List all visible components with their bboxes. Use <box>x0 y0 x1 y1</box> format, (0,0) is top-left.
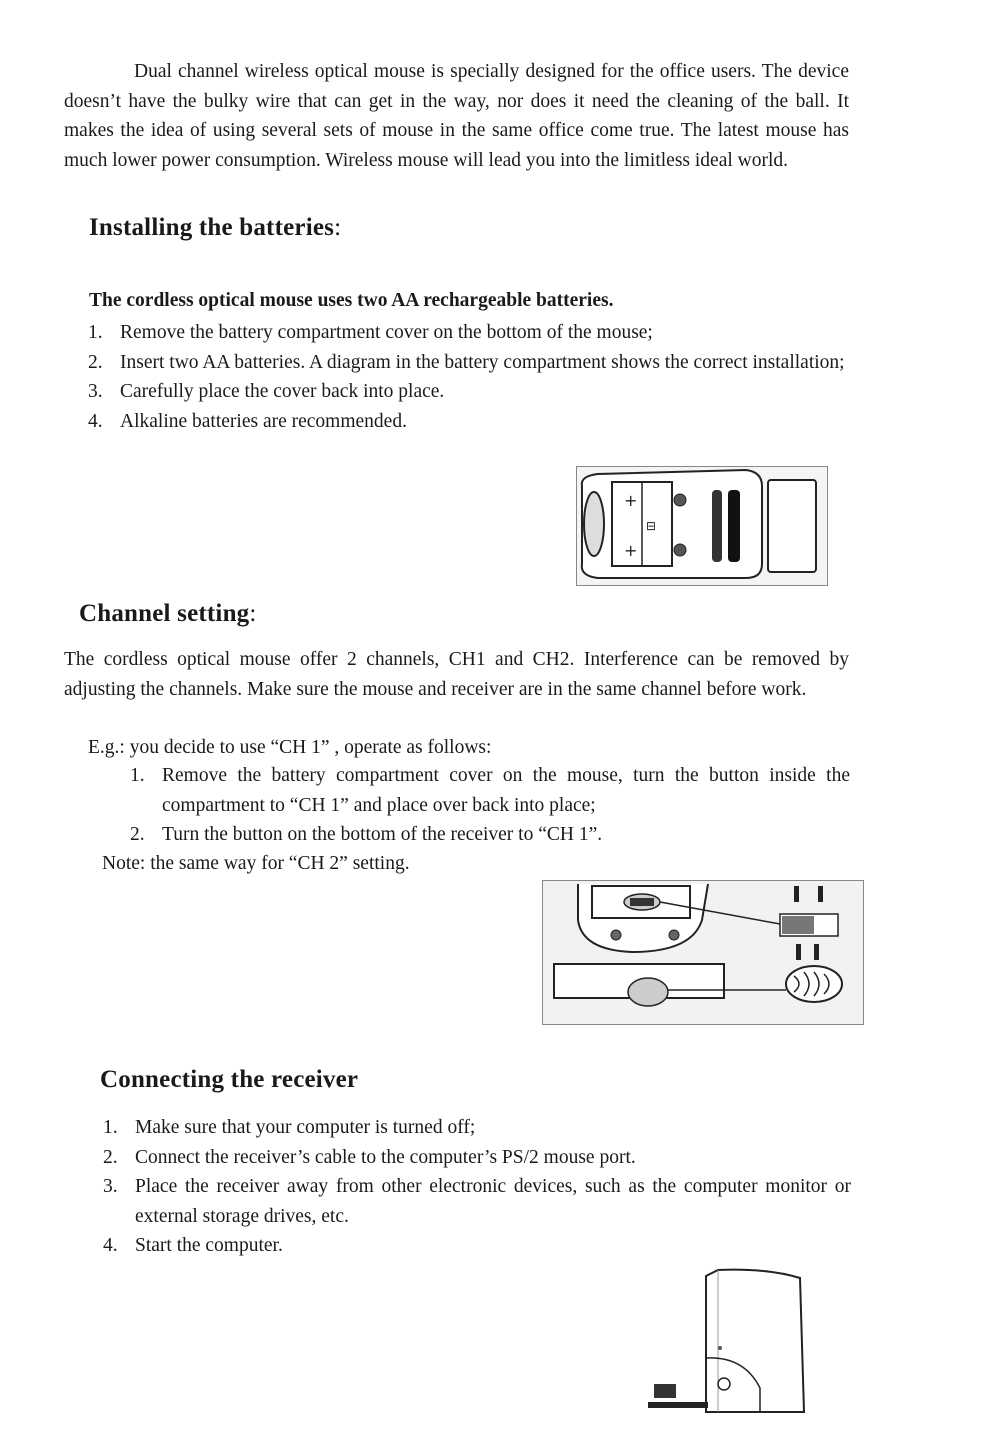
heading-installing-batteries <box>89 214 341 242</box>
svg-text:+: + <box>624 541 638 560</box>
list-item <box>103 1143 851 1173</box>
step-text: Insert two AA batteries. A diagram in the battery compartment shows the correct installation; <box>120 351 845 373</box>
heading-text: Channel setting <box>79 600 250 627</box>
channel-note: Note: the same way for “CH 2” setting. <box>102 853 410 874</box>
step-text: Carefully place the cover back into place. <box>120 381 445 402</box>
heading-text: Installing the batteries <box>89 214 335 241</box>
channel-steps-list <box>130 761 850 850</box>
step-number: 2. <box>130 824 145 845</box>
intro-paragraph: Dual channel wireless optical mouse is specially designed for the office users. The device doesn’t have the bulky wire that can get in the way, nor does it need the cleaning of the ball. It makes the idea of using several sets of mouse in the same office come true. The latest mouse has much lower power consumption. Wireless mouse will lead you into the limitless ideal world. <box>64 61 849 171</box>
receiver-steps-list <box>103 1113 851 1261</box>
step-text: Remove the battery compartment cover on the bottom of the mouse; <box>120 322 653 343</box>
heading-connecting-receiver: Connecting the receiver <box>100 1066 359 1093</box>
list-item <box>88 407 848 437</box>
step-number: 1. <box>103 1117 118 1138</box>
step-text: Turn the button on the bottom of the receiver to “CH 1”. <box>162 824 603 845</box>
receiver-figure <box>648 1258 813 1418</box>
channel-intro-paragraph: The cordless optical mouse offer 2 channels, CH1 and CH2. Interference can be removed by adjusting the channels. Make sure the mouse and receiver are in the same channel before work. <box>64 649 849 700</box>
heading-channel-setting <box>79 600 257 628</box>
step-text: Make sure that your computer is turned off; <box>135 1117 476 1138</box>
step-number: 3. <box>88 381 103 402</box>
channel-switch-figure <box>542 880 864 1025</box>
step-number: 2. <box>103 1146 118 1168</box>
list-item <box>130 820 850 850</box>
batteries-subheading: The cordless optical mouse uses two AA rechargeable batteries. <box>89 290 614 311</box>
list-item <box>103 1113 851 1143</box>
receiver-icon <box>648 1258 813 1418</box>
step-number: 4. <box>103 1235 118 1256</box>
step-text: Connect the receiver’s cable to the computer’s PS/2 mouse port. <box>135 1146 636 1168</box>
list-item <box>88 377 848 407</box>
list-item <box>103 1231 851 1261</box>
list-item <box>103 1172 851 1231</box>
step-number: 2. <box>88 351 103 373</box>
batteries-steps-list <box>88 318 848 436</box>
step-number: 3. <box>103 1176 118 1197</box>
list-item <box>88 348 848 378</box>
step-text: Start the computer. <box>135 1235 283 1256</box>
step-text: Alkaline batteries are recommended. <box>120 410 407 432</box>
list-item <box>88 318 848 348</box>
channel-diagram-icon <box>542 880 864 1025</box>
step-text: Place the receiver away from other electronic devices, such as the computer monitor or external storage drives, etc. <box>135 1176 851 1227</box>
channel-example: E.g.: you decide to use “CH 1” , operate as follows: <box>88 737 492 758</box>
svg-text:+: + <box>624 491 638 510</box>
step-number: 4. <box>88 410 103 432</box>
step-number: 1. <box>88 322 103 343</box>
battery-diagram-icon <box>576 466 828 586</box>
list-item <box>130 761 850 820</box>
svg-text:⊟: ⊟ <box>646 519 657 533</box>
battery-compartment-figure <box>576 466 828 586</box>
heading-colon: : <box>334 214 342 241</box>
heading-colon: : <box>249 600 257 627</box>
step-number: 1. <box>130 765 145 786</box>
step-text: Remove the battery compartment cover on the mouse, turn the button inside the compartment to “CH 1” and place over back into place; <box>162 765 850 816</box>
